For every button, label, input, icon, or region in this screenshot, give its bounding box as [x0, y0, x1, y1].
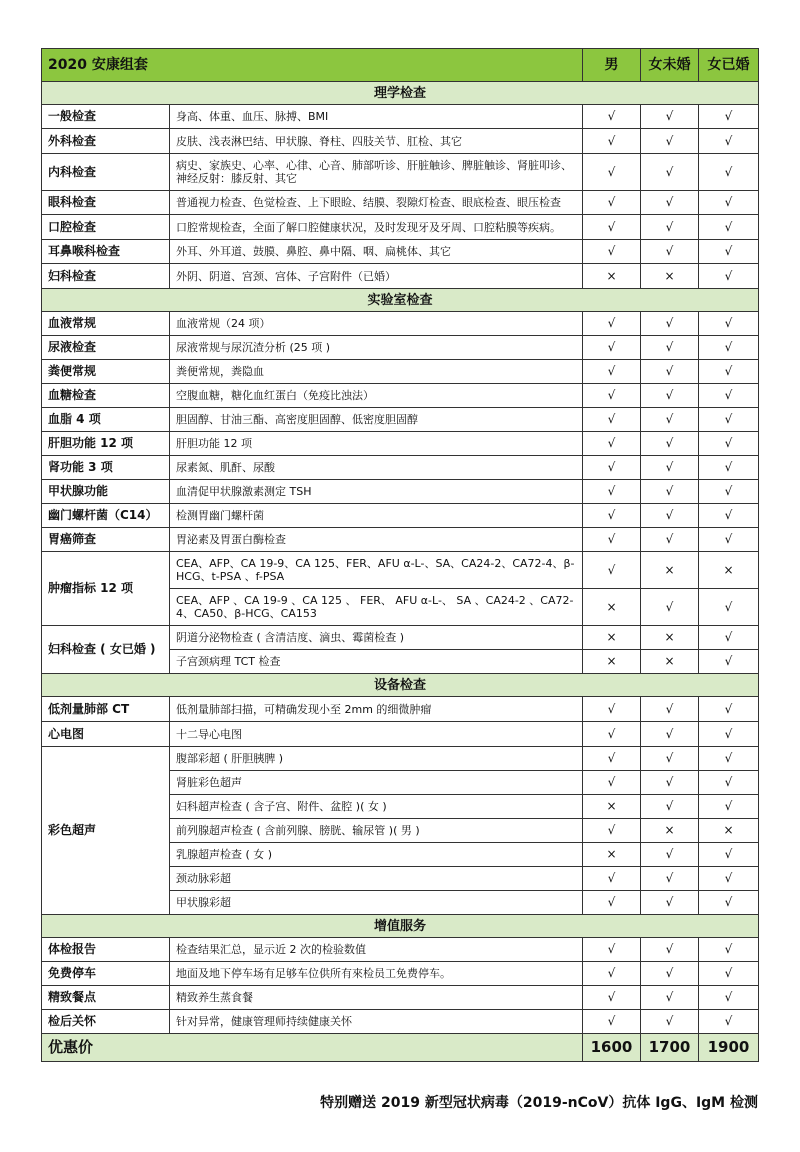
table-row — [42, 697, 759, 722]
mark-cell: × — [583, 843, 641, 867]
mark-cell: √ — [583, 504, 641, 528]
item-description: 地面及地下停车场有足够车位供所有來检员工免费停车。 — [170, 962, 583, 986]
mark-cell: √ — [641, 360, 699, 384]
item-description: 精致养生蒸食餐 — [170, 986, 583, 1010]
item-description: 肝胆功能 12 项 — [170, 432, 583, 456]
column-female-married: 女已婚 — [699, 49, 759, 82]
mark-cell: √ — [641, 504, 699, 528]
table-header-row — [42, 49, 759, 82]
mark-cell: √ — [641, 154, 699, 191]
item-name: 粪便常规 — [42, 360, 170, 384]
table-row — [42, 938, 759, 962]
mark-cell: √ — [641, 215, 699, 240]
mark-cell: √ — [583, 129, 641, 154]
table-row — [42, 986, 759, 1010]
package-table — [41, 48, 759, 1062]
mark-cell: √ — [583, 360, 641, 384]
mark-cell: √ — [641, 432, 699, 456]
table-row — [42, 154, 759, 191]
mark-cell: √ — [699, 191, 759, 215]
table-row — [42, 384, 759, 408]
item-description: 肾脏彩色超声 — [170, 771, 583, 795]
price-value: 1700 — [641, 1034, 699, 1062]
mark-cell: √ — [583, 105, 641, 129]
item-description: 尿素氮、肌酐、尿酸 — [170, 456, 583, 480]
mark-cell: √ — [583, 552, 641, 589]
item-name: 幽门螺杆菌（C14） — [42, 504, 170, 528]
table-row — [42, 105, 759, 129]
mark-cell: × — [641, 552, 699, 589]
mark-cell: √ — [583, 722, 641, 747]
item-name: 妇科检查 ( 女已婚 ) — [42, 626, 170, 674]
mark-cell: √ — [583, 312, 641, 336]
item-name: 肾功能 3 项 — [42, 456, 170, 480]
item-description: 子宫颈病理 TCT 检查 — [170, 650, 583, 674]
mark-cell: √ — [641, 191, 699, 215]
mark-cell: √ — [699, 843, 759, 867]
footer-note: 特别赠送 2019 新型冠状病毒（2019-nCoV）抗体 IgG、IgM 检测 — [320, 1095, 758, 1111]
mark-cell: √ — [699, 105, 759, 129]
mark-cell: √ — [641, 962, 699, 986]
item-name: 免费停车 — [42, 962, 170, 986]
mark-cell: √ — [699, 747, 759, 771]
item-name: 口腔检查 — [42, 215, 170, 240]
item-name: 肝胆功能 12 项 — [42, 432, 170, 456]
mark-cell: √ — [583, 432, 641, 456]
mark-cell: √ — [699, 962, 759, 986]
column-female-unmarried: 女未婚 — [641, 49, 699, 82]
mark-cell: √ — [583, 891, 641, 915]
item-description: 血清促甲状腺激素测定 TSH — [170, 480, 583, 504]
section-header-row — [42, 82, 759, 105]
item-description: 检查结果汇总，显示近 2 次的检验数值 — [170, 938, 583, 962]
table-row — [42, 129, 759, 154]
mark-cell: × — [583, 795, 641, 819]
mark-cell: √ — [583, 747, 641, 771]
item-name: 心电图 — [42, 722, 170, 747]
item-description: 普通视力检查、色觉检查、上下眼睑、结膜、裂隙灯检查、眼底检查、眼压检查 — [170, 191, 583, 215]
table-row — [42, 456, 759, 480]
price-row — [42, 1034, 759, 1062]
mark-cell: √ — [641, 528, 699, 552]
item-name: 体检报告 — [42, 938, 170, 962]
mark-cell: √ — [583, 240, 641, 264]
item-description: 外耳、外耳道、鼓膜、鼻腔、鼻中隔、咽、扁桃体、其它 — [170, 240, 583, 264]
mark-cell: √ — [699, 697, 759, 722]
mark-cell: √ — [699, 528, 759, 552]
section-title: 增值服务 — [42, 915, 759, 938]
item-description: 病史、家族史、心率、心律、心音、肺部听诊、肝脏触诊、脾脏触诊、肾脏叩诊、神经反射：膝反射、其它 — [170, 154, 583, 191]
mark-cell: √ — [699, 722, 759, 747]
section-title: 理学检查 — [42, 82, 759, 105]
mark-cell: × — [583, 589, 641, 626]
table-row — [42, 264, 759, 289]
table-row — [42, 408, 759, 432]
table-row — [42, 626, 759, 650]
mark-cell: √ — [641, 1010, 699, 1034]
mark-cell: √ — [699, 1010, 759, 1034]
mark-cell: × — [699, 552, 759, 589]
mark-cell: √ — [641, 795, 699, 819]
item-description: 十二导心电图 — [170, 722, 583, 747]
mark-cell: √ — [699, 867, 759, 891]
mark-cell: √ — [699, 938, 759, 962]
item-name: 肿瘤指标 12 项 — [42, 552, 170, 626]
table-row — [42, 1010, 759, 1034]
mark-cell: √ — [699, 312, 759, 336]
mark-cell: √ — [699, 891, 759, 915]
price-value: 1600 — [583, 1034, 641, 1062]
item-name: 血糖检查 — [42, 384, 170, 408]
mark-cell: × — [641, 819, 699, 843]
mark-cell: √ — [641, 336, 699, 360]
mark-cell: √ — [641, 843, 699, 867]
mark-cell: √ — [641, 986, 699, 1010]
mark-cell: √ — [641, 240, 699, 264]
mark-cell: √ — [641, 722, 699, 747]
mark-cell: √ — [699, 129, 759, 154]
section-title: 设备检查 — [42, 674, 759, 697]
mark-cell: √ — [641, 747, 699, 771]
mark-cell: √ — [583, 962, 641, 986]
mark-cell: √ — [699, 771, 759, 795]
mark-cell: √ — [699, 650, 759, 674]
item-name: 一般检查 — [42, 105, 170, 129]
item-description: 胃泌素及胃蛋白酶检查 — [170, 528, 583, 552]
item-name: 胃癌筛查 — [42, 528, 170, 552]
item-description: 皮肤、浅表淋巴结、甲状腺、脊柱、四肢关节、肛检、其它 — [170, 129, 583, 154]
mark-cell: √ — [583, 215, 641, 240]
item-description: 血液常规（24 项） — [170, 312, 583, 336]
mark-cell: √ — [583, 986, 641, 1010]
mark-cell: √ — [641, 456, 699, 480]
column-male: 男 — [583, 49, 641, 82]
item-description: CEA、AFP 、CA 19-9 、CA 125 、 FER、 AFU α-L-、 SA 、CA24-2 、CA72-4、CA50、β-HCG、CA153 — [170, 589, 583, 626]
package-title: 2020 安康组套 — [42, 49, 583, 82]
mark-cell: √ — [583, 528, 641, 552]
item-description: 粪便常规，粪隐血 — [170, 360, 583, 384]
table-row — [42, 191, 759, 215]
mark-cell: √ — [583, 408, 641, 432]
item-description: 检测胃幽门螺杆菌 — [170, 504, 583, 528]
section-header-row — [42, 674, 759, 697]
section-header-row — [42, 915, 759, 938]
mark-cell: √ — [699, 456, 759, 480]
item-name: 内科检查 — [42, 154, 170, 191]
mark-cell: √ — [641, 697, 699, 722]
mark-cell: √ — [699, 384, 759, 408]
mark-cell: √ — [583, 336, 641, 360]
mark-cell: × — [641, 650, 699, 674]
item-name: 妇科检查 — [42, 264, 170, 289]
item-name: 精致餐点 — [42, 986, 170, 1010]
item-description: 甲状腺彩超 — [170, 891, 583, 915]
item-description: 阴道分泌物检查 ( 含清洁度、滴虫、霉菌检查 ) — [170, 626, 583, 650]
item-name: 低剂量肺部 CT — [42, 697, 170, 722]
mark-cell: √ — [699, 795, 759, 819]
mark-cell: √ — [583, 456, 641, 480]
mark-cell: √ — [699, 626, 759, 650]
mark-cell: √ — [641, 408, 699, 432]
mark-cell: √ — [641, 867, 699, 891]
item-description: 口腔常规检查，全面了解口腔健康状况，及时发现牙及牙周、口腔粘膜等疾病。 — [170, 215, 583, 240]
mark-cell: √ — [641, 129, 699, 154]
section-title: 实验室检查 — [42, 289, 759, 312]
item-description: CEA、AFP、CA 19-9、CA 125、FER、AFU α-L-、SA、CA24-2、CA72-4、β-HCG、t-PSA 、f-PSA — [170, 552, 583, 589]
item-description: 前列腺超声检查 ( 含前列腺、膀胱、输尿管 )( 男 ) — [170, 819, 583, 843]
item-description: 针对异常，健康管理师持续健康关怀 — [170, 1010, 583, 1034]
mark-cell: √ — [583, 938, 641, 962]
item-description: 妇科超声检查 ( 含子宫、附件、盆腔 )( 女 ) — [170, 795, 583, 819]
mark-cell: √ — [641, 771, 699, 795]
price-label: 优惠价 — [42, 1034, 583, 1062]
mark-cell: √ — [699, 240, 759, 264]
mark-cell: √ — [583, 771, 641, 795]
mark-cell: √ — [641, 891, 699, 915]
item-description: 乳腺超声检查 ( 女 ) — [170, 843, 583, 867]
mark-cell: √ — [699, 264, 759, 289]
table-row — [42, 962, 759, 986]
mark-cell: × — [583, 650, 641, 674]
item-description: 颈动脉彩超 — [170, 867, 583, 891]
table-row — [42, 480, 759, 504]
table-row — [42, 747, 759, 771]
mark-cell: √ — [699, 504, 759, 528]
item-description: 低剂量肺部扫描，可精确发现小至 2mm 的细微肿瘤 — [170, 697, 583, 722]
item-name: 血脂 4 项 — [42, 408, 170, 432]
mark-cell: × — [641, 626, 699, 650]
mark-cell: √ — [699, 408, 759, 432]
item-description: 空腹血糖，糖化血红蛋白（免疫比浊法） — [170, 384, 583, 408]
table-row — [42, 722, 759, 747]
item-name: 甲状腺功能 — [42, 480, 170, 504]
item-description: 腹部彩超 ( 肝胆胰脾 ) — [170, 747, 583, 771]
mark-cell: √ — [583, 480, 641, 504]
table-row — [42, 336, 759, 360]
mark-cell: √ — [583, 819, 641, 843]
item-name: 彩色超声 — [42, 747, 170, 915]
table-row — [42, 504, 759, 528]
price-value: 1900 — [699, 1034, 759, 1062]
mark-cell: √ — [699, 589, 759, 626]
mark-cell: √ — [699, 154, 759, 191]
mark-cell: √ — [641, 480, 699, 504]
mark-cell: √ — [699, 986, 759, 1010]
mark-cell: √ — [583, 191, 641, 215]
section-header-row — [42, 289, 759, 312]
item-name: 检后关怀 — [42, 1010, 170, 1034]
mark-cell: √ — [699, 360, 759, 384]
table-row — [42, 312, 759, 336]
mark-cell: √ — [699, 432, 759, 456]
mark-cell: × — [641, 264, 699, 289]
mark-cell: √ — [583, 1010, 641, 1034]
table-row — [42, 240, 759, 264]
mark-cell: × — [699, 819, 759, 843]
mark-cell: √ — [699, 215, 759, 240]
mark-cell: √ — [641, 312, 699, 336]
mark-cell: √ — [699, 336, 759, 360]
mark-cell: √ — [583, 697, 641, 722]
mark-cell: × — [583, 264, 641, 289]
mark-cell: √ — [583, 154, 641, 191]
mark-cell: √ — [583, 384, 641, 408]
item-name: 耳鼻喉科检查 — [42, 240, 170, 264]
table-row — [42, 432, 759, 456]
mark-cell: × — [583, 626, 641, 650]
mark-cell: √ — [583, 867, 641, 891]
item-description: 尿液常规与尿沉渣分析 (25 项 ) — [170, 336, 583, 360]
item-name: 血液常规 — [42, 312, 170, 336]
table-row — [42, 360, 759, 384]
item-description: 胆固醇、甘油三酯、高密度胆固醇、低密度胆固醇 — [170, 408, 583, 432]
table-row — [42, 215, 759, 240]
mark-cell: √ — [641, 938, 699, 962]
item-name: 外科检查 — [42, 129, 170, 154]
item-name: 眼科检查 — [42, 191, 170, 215]
mark-cell: √ — [641, 384, 699, 408]
mark-cell: √ — [699, 480, 759, 504]
table-row — [42, 552, 759, 589]
mark-cell: √ — [641, 589, 699, 626]
item-description: 外阴、阴道、宫颈、宫体、子宫附件（已婚） — [170, 264, 583, 289]
item-name: 尿液检查 — [42, 336, 170, 360]
mark-cell: √ — [641, 105, 699, 129]
item-description: 身高、体重、血压、脉搏、BMI — [170, 105, 583, 129]
table-row — [42, 528, 759, 552]
